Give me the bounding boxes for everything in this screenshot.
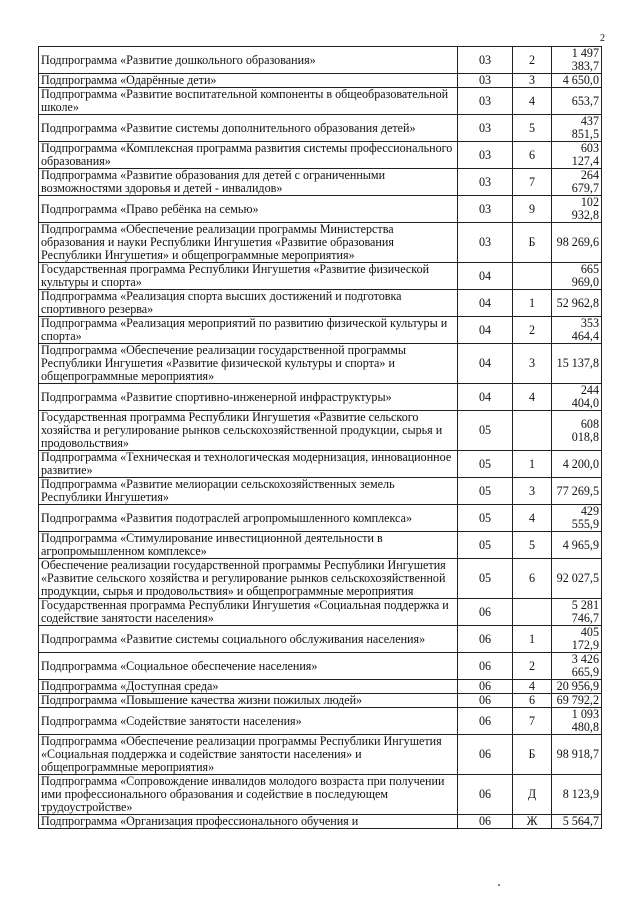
- program-name-cell: Подпрограмма «Развитие образования для детей с ограниченными возможностями здоровья и детей - инвалидов»: [39, 169, 458, 196]
- subprogram-code-cell: Д: [513, 775, 552, 815]
- program-code-cell: 06: [458, 626, 513, 653]
- table-row: [39, 169, 602, 196]
- program-code-cell: 03: [458, 223, 513, 263]
- subprogram-code-cell: 7: [513, 708, 552, 735]
- table-row: [39, 653, 602, 680]
- table-row: [39, 263, 602, 290]
- table-row: [39, 478, 602, 505]
- program-name-cell: Подпрограмма «Развитие спортивно-инженерной инфраструктуры»: [39, 384, 458, 411]
- subprogram-code-cell: 1: [513, 626, 552, 653]
- program-code-cell: 04: [458, 317, 513, 344]
- program-code-cell: 03: [458, 169, 513, 196]
- table-row: [39, 115, 602, 142]
- scan-speck: [498, 884, 500, 886]
- program-name-cell: Подпрограмма «Содействие занятости населения»: [39, 708, 458, 735]
- subprogram-code-cell: 9: [513, 196, 552, 223]
- subprogram-code-cell: Ж: [513, 815, 552, 829]
- table-row: [39, 344, 602, 384]
- program-code-cell: 03: [458, 115, 513, 142]
- amount-cell: 77 269,5: [552, 478, 602, 505]
- program-code-cell: 05: [458, 478, 513, 505]
- subprogram-code-cell: [513, 411, 552, 451]
- amount-cell: 92 027,5: [552, 559, 602, 599]
- table-row: [39, 775, 602, 815]
- subprogram-code-cell: 4: [513, 680, 552, 694]
- table-row: [39, 694, 602, 708]
- program-name-cell: Подпрограмма «Организация профессионального обучения и: [39, 815, 458, 829]
- amount-cell: 437 851,5: [552, 115, 602, 142]
- amount-cell: 603 127,4: [552, 142, 602, 169]
- table-row: [39, 451, 602, 478]
- program-name-cell: Подпрограмма «Развитие мелиорации сельскохозяйственных земель Республики Ингушетия»: [39, 478, 458, 505]
- amount-cell: 20 956,9: [552, 680, 602, 694]
- table-row: [39, 815, 602, 829]
- program-code-cell: 04: [458, 263, 513, 290]
- amount-cell: 98 269,6: [552, 223, 602, 263]
- program-code-cell: 04: [458, 290, 513, 317]
- program-name-cell: Подпрограмма «Обеспечение реализации государственной программы Республики Ингушетия «Развитие физической культуры и спорта» и общепрограммные мероприятия»: [39, 344, 458, 384]
- table-row: [39, 223, 602, 263]
- table-row: [39, 290, 602, 317]
- program-name-cell: Подпрограмма «Развитие системы дополнительного образования детей»: [39, 115, 458, 142]
- amount-cell: 665 969,0: [552, 263, 602, 290]
- table-row: [39, 626, 602, 653]
- amount-cell: 102 932,8: [552, 196, 602, 223]
- subprogram-code-cell: [513, 263, 552, 290]
- amount-cell: 429 555,9: [552, 505, 602, 532]
- program-name-cell: Подпрограмма «Техническая и технологическая модернизация, инновационное развитие»: [39, 451, 458, 478]
- program-code-cell: 06: [458, 653, 513, 680]
- program-name-cell: Подпрограмма «Социальное обеспечение населения»: [39, 653, 458, 680]
- amount-cell: 264 679,7: [552, 169, 602, 196]
- program-code-cell: 06: [458, 735, 513, 775]
- amount-cell: 4 965,9: [552, 532, 602, 559]
- table-row: [39, 384, 602, 411]
- program-name-cell: Подпрограмма «Обеспечение реализации программы Министерства образования и науки Республики Ингушетия «Развитие образования Республики Ингушетия» и общепрограммные мероприятия»: [39, 223, 458, 263]
- subprogram-code-cell: 6: [513, 142, 552, 169]
- table-row: [39, 505, 602, 532]
- subprogram-code-cell: 1: [513, 451, 552, 478]
- table-row: [39, 47, 602, 74]
- program-code-cell: 06: [458, 599, 513, 626]
- subprogram-code-cell: 3: [513, 478, 552, 505]
- table-row: [39, 532, 602, 559]
- budget-table: [38, 46, 602, 829]
- program-name-cell: Подпрограмма «Сопровождение инвалидов молодого возраста при получении ими профессионального образования и содействие в последующем трудоустройстве»: [39, 775, 458, 815]
- amount-cell: 3 426 665,9: [552, 653, 602, 680]
- subprogram-code-cell: 2: [513, 47, 552, 74]
- program-code-cell: 03: [458, 47, 513, 74]
- table-row: [39, 735, 602, 775]
- program-name-cell: Подпрограмма «Развитие воспитательной компоненты в общеобразовательной школе»: [39, 88, 458, 115]
- program-code-cell: 05: [458, 532, 513, 559]
- program-name-cell: Подпрограмма «Реализация мероприятий по развитию физической культуры и спорта»: [39, 317, 458, 344]
- program-code-cell: 04: [458, 384, 513, 411]
- program-name-cell: Подпрограмма «Развитие дошкольного образования»: [39, 47, 458, 74]
- budget-table-body: [39, 47, 602, 829]
- amount-cell: 244 404,0: [552, 384, 602, 411]
- program-name-cell: Подпрограмма «Комплексная программа развития системы профессионального образования»: [39, 142, 458, 169]
- program-code-cell: 03: [458, 196, 513, 223]
- table-row: [39, 599, 602, 626]
- program-name-cell: Государственная программа Республики Ингушетия «Социальная поддержка и содействие занятости населения»: [39, 599, 458, 626]
- program-code-cell: 03: [458, 142, 513, 169]
- amount-cell: 608 018,8: [552, 411, 602, 451]
- subprogram-code-cell: 6: [513, 559, 552, 599]
- program-code-cell: 03: [458, 74, 513, 88]
- amount-cell: 4 200,0: [552, 451, 602, 478]
- subprogram-code-cell: 1: [513, 290, 552, 317]
- program-name-cell: Подпрограмма «Развития подотраслей агропромышленного комплекса»: [39, 505, 458, 532]
- program-code-cell: 06: [458, 680, 513, 694]
- table-row: [39, 317, 602, 344]
- amount-cell: 15 137,8: [552, 344, 602, 384]
- amount-cell: 653,7: [552, 88, 602, 115]
- program-code-cell: 06: [458, 775, 513, 815]
- subprogram-code-cell: 3: [513, 74, 552, 88]
- subprogram-code-cell: 6: [513, 694, 552, 708]
- amount-cell: 1 093 480,8: [552, 708, 602, 735]
- amount-cell: 5 281 746,7: [552, 599, 602, 626]
- subprogram-code-cell: [513, 599, 552, 626]
- program-code-cell: 05: [458, 411, 513, 451]
- program-name-cell: Подпрограмма «Доступная среда»: [39, 680, 458, 694]
- program-code-cell: 06: [458, 815, 513, 829]
- subprogram-code-cell: 4: [513, 384, 552, 411]
- subprogram-code-cell: 5: [513, 115, 552, 142]
- program-name-cell: Подпрограмма «Развитие системы социального обслуживания населения»: [39, 626, 458, 653]
- subprogram-code-cell: 2: [513, 317, 552, 344]
- program-name-cell: Подпрограмма «Обеспечение реализации программы Республики Ингушетия «Социальная поддержка и содействие занятости населения» и общепрограммные мероприятия»: [39, 735, 458, 775]
- program-code-cell: 06: [458, 694, 513, 708]
- program-code-cell: 06: [458, 708, 513, 735]
- program-code-cell: 03: [458, 88, 513, 115]
- table-row: [39, 142, 602, 169]
- amount-cell: 69 792,2: [552, 694, 602, 708]
- program-name-cell: Подпрограмма «Повышение качества жизни пожилых людей»: [39, 694, 458, 708]
- program-name-cell: Государственная программа Республики Ингушетия «Развитие сельского хозяйства и регулирование рынков сельскохозяйственной продукции, сырья и продовольствия»: [39, 411, 458, 451]
- table-row: [39, 74, 602, 88]
- program-code-cell: 05: [458, 559, 513, 599]
- table-row: [39, 559, 602, 599]
- amount-cell: 52 962,8: [552, 290, 602, 317]
- amount-cell: 5 564,7: [552, 815, 602, 829]
- amount-cell: 4 650,0: [552, 74, 602, 88]
- amount-cell: 8 123,9: [552, 775, 602, 815]
- amount-cell: 405 172,9: [552, 626, 602, 653]
- table-row: [39, 680, 602, 694]
- table-row: [39, 196, 602, 223]
- subprogram-code-cell: 2: [513, 653, 552, 680]
- subprogram-code-cell: 4: [513, 88, 552, 115]
- program-name-cell: Подпрограмма «Реализация спорта высших достижений и подготовка спортивного резерва»: [39, 290, 458, 317]
- program-name-cell: Подпрограмма «Одарённые дети»: [39, 74, 458, 88]
- amount-cell: 98 918,7: [552, 735, 602, 775]
- table-row: [39, 88, 602, 115]
- amount-cell: 353 464,4: [552, 317, 602, 344]
- program-name-cell: Государственная программа Республики Ингушетия «Развитие физической культуры и спорта»: [39, 263, 458, 290]
- program-name-cell: Обеспечение реализации государственной программы Республики Ингушетия «Развитие сельского хозяйства и регулирование рынков сельскохозяйственной продукции, сырья и продовольствия» и общепрограммные мероприятия: [39, 559, 458, 599]
- subprogram-code-cell: 3: [513, 344, 552, 384]
- amount-cell: 1 497 383,7: [552, 47, 602, 74]
- subprogram-code-cell: Б: [513, 223, 552, 263]
- table-row: [39, 708, 602, 735]
- program-code-cell: 05: [458, 451, 513, 478]
- program-name-cell: Подпрограмма «Стимулирование инвестиционной деятельности в агропромышленном комплексе»: [39, 532, 458, 559]
- subprogram-code-cell: Б: [513, 735, 552, 775]
- page-number: 2: [600, 33, 605, 44]
- subprogram-code-cell: 7: [513, 169, 552, 196]
- subprogram-code-cell: 4: [513, 505, 552, 532]
- subprogram-code-cell: 5: [513, 532, 552, 559]
- program-code-cell: 04: [458, 344, 513, 384]
- program-code-cell: 05: [458, 505, 513, 532]
- program-name-cell: Подпрограмма «Право ребёнка на семью»: [39, 196, 458, 223]
- table-row: [39, 411, 602, 451]
